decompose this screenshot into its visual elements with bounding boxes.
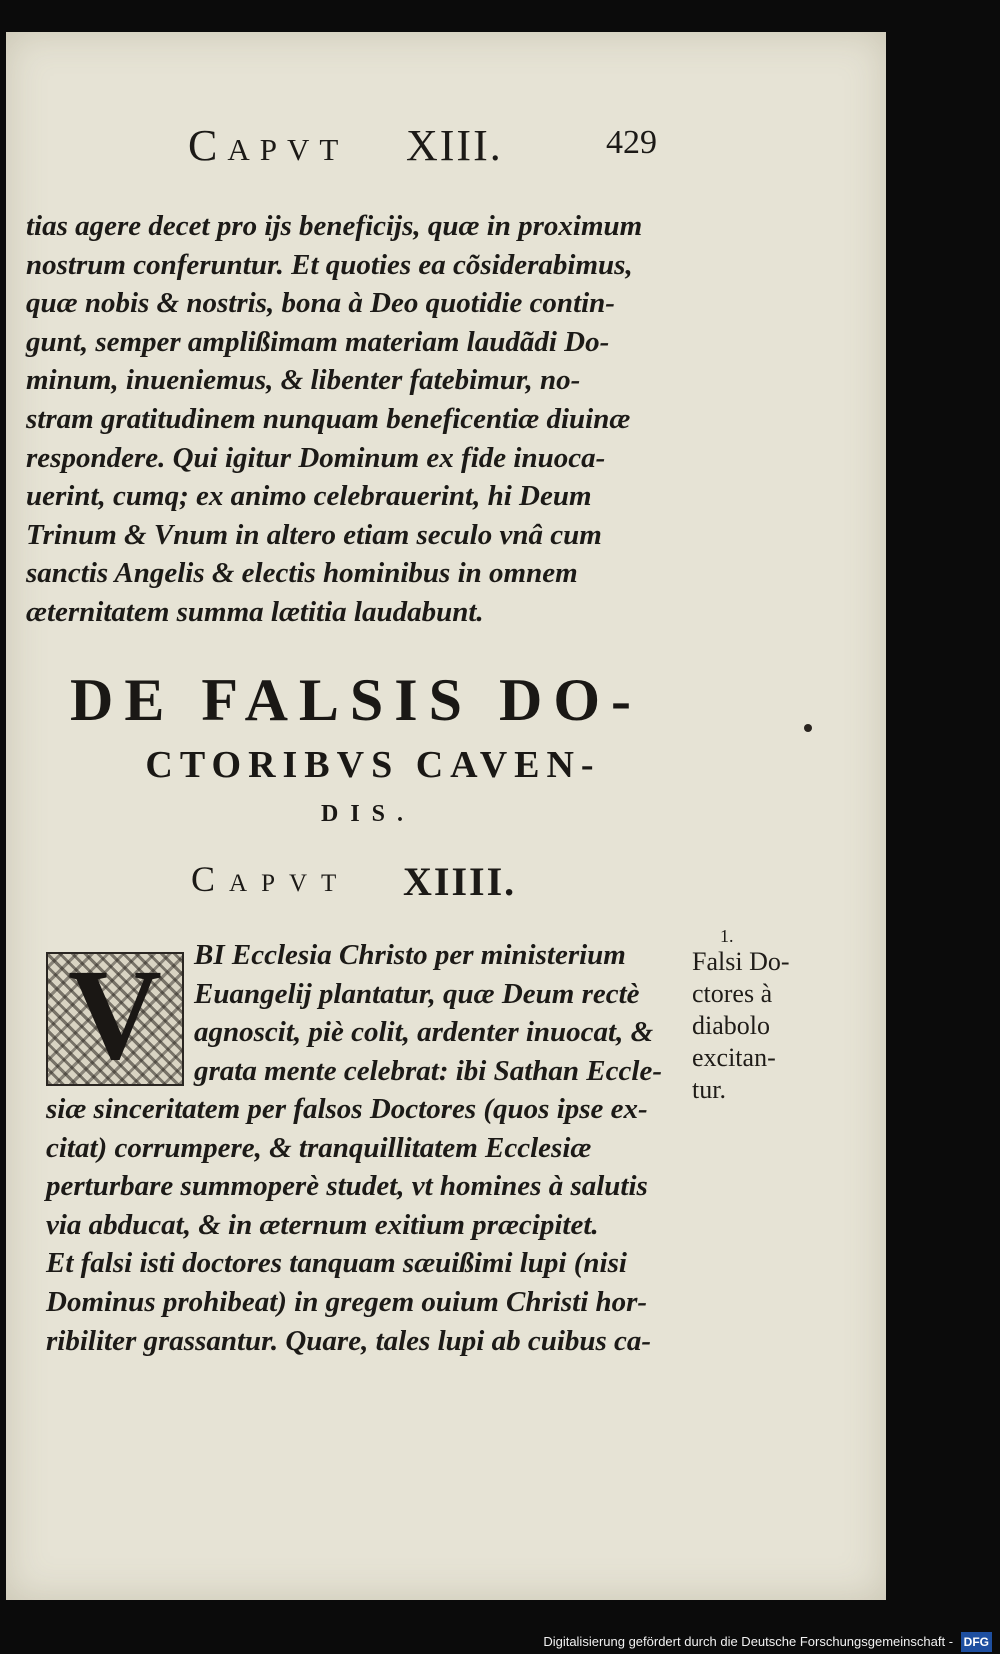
text-line: æternitatem summa lætitia laudabunt. — [26, 595, 484, 628]
margin-note-line: excitan- — [692, 1043, 776, 1072]
text-line: respondere. Qui igitur Dominum ex fide inuoca- — [26, 441, 606, 474]
text-line: Et falsi isti doctores tanquam sæuißimi lupi (nisi — [46, 1247, 627, 1280]
chapter-caput-label: Capvt — [191, 859, 351, 899]
text-line: citat) corrumpere, & tranquillitatem Ecclesiæ — [46, 1131, 592, 1164]
text-line: via abducat, & in æternum exitium præcipitet. — [46, 1208, 599, 1241]
section-title — [26, 662, 686, 836]
text-line: Trinum & Vnum in altero etiam seculo vnâ cum — [26, 518, 602, 551]
text-line: gunt, semper amplißimam materiam laudãdi Do- — [26, 325, 610, 358]
chapter-xiiii-opening — [194, 936, 694, 1090]
chapter-xiii-text — [26, 207, 686, 632]
margin-note-line: ctores à — [692, 979, 773, 1008]
text-line: agnoscit, piè colit, ardenter inuocat, & — [194, 1016, 654, 1049]
text-line: perturbare summoperè studet, vt homines à salutis — [46, 1170, 648, 1203]
margin-note — [692, 926, 812, 1106]
text-line: ribiliter grassantur. Quare, tales lupi ab cuibus ca- — [46, 1324, 652, 1357]
running-head — [176, 120, 676, 180]
text-line: sanctis Angelis & electis hominibus in omnem — [26, 557, 578, 590]
chapter-number: XIIII. — [403, 859, 517, 904]
margin-note-line: diabolo — [692, 1011, 770, 1040]
text-line: stram gratitudinem nunquam beneficentiæ diuinæ — [26, 402, 631, 435]
section-title-line-3: DIS. — [320, 801, 416, 827]
text-line: minum, inueniemus, & libenter fatebimur, no- — [26, 364, 581, 397]
text-line: grata mente celebrat: ibi Sathan Eccle- — [194, 1054, 662, 1087]
text-line: quæ nobis & nostris, bona à Deo quotidie contin- — [26, 287, 615, 320]
text-line: Euangelij plantatur, quæ Deum rectè — [194, 977, 640, 1010]
chapter-xiiii-text — [46, 1090, 706, 1360]
decorated-initial — [46, 943, 184, 1087]
credit-text: Digitalisierung gefördert durch die Deutsche Forschungsgemeinschaft - — [543, 1634, 954, 1649]
chapter-heading — [191, 858, 591, 908]
initial-letter: V — [68, 943, 162, 1087]
digitization-credit — [543, 1632, 992, 1652]
dfg-logo: DFG — [961, 1632, 992, 1652]
folio-number: 429 — [606, 124, 657, 161]
text-line: nostrum conferuntur. Et quoties ea cõsiderabimus, — [26, 248, 633, 281]
text-line: tias agere decet pro ijs beneficijs, quæ in proximum — [26, 210, 643, 242]
text-line: siæ sinceritatem per falsos Doctores (quos ipse ex- — [46, 1093, 648, 1125]
section-title-line-1: DE FALSIS DO- — [70, 667, 642, 733]
book-page — [6, 32, 886, 1600]
section-title-line-2: CTORIBVS CAVEN- — [145, 744, 601, 786]
text-line: Dominus prohibeat) in gregem ouium Christi hor- — [46, 1285, 648, 1318]
margin-note-number: 1. — [720, 926, 734, 946]
running-head-caput: Capvt — [188, 121, 349, 170]
ink-dot — [804, 724, 812, 732]
text-line: BI Ecclesia Christo per ministerium — [194, 939, 626, 971]
margin-note-line: tur. — [692, 1075, 726, 1104]
running-head-chapter-number: XIII. — [406, 121, 503, 170]
margin-note-line: Falsi Do- — [692, 947, 790, 976]
text-line: uerint, cumq; ex animo celebrauerint, hi Deum — [26, 480, 592, 513]
